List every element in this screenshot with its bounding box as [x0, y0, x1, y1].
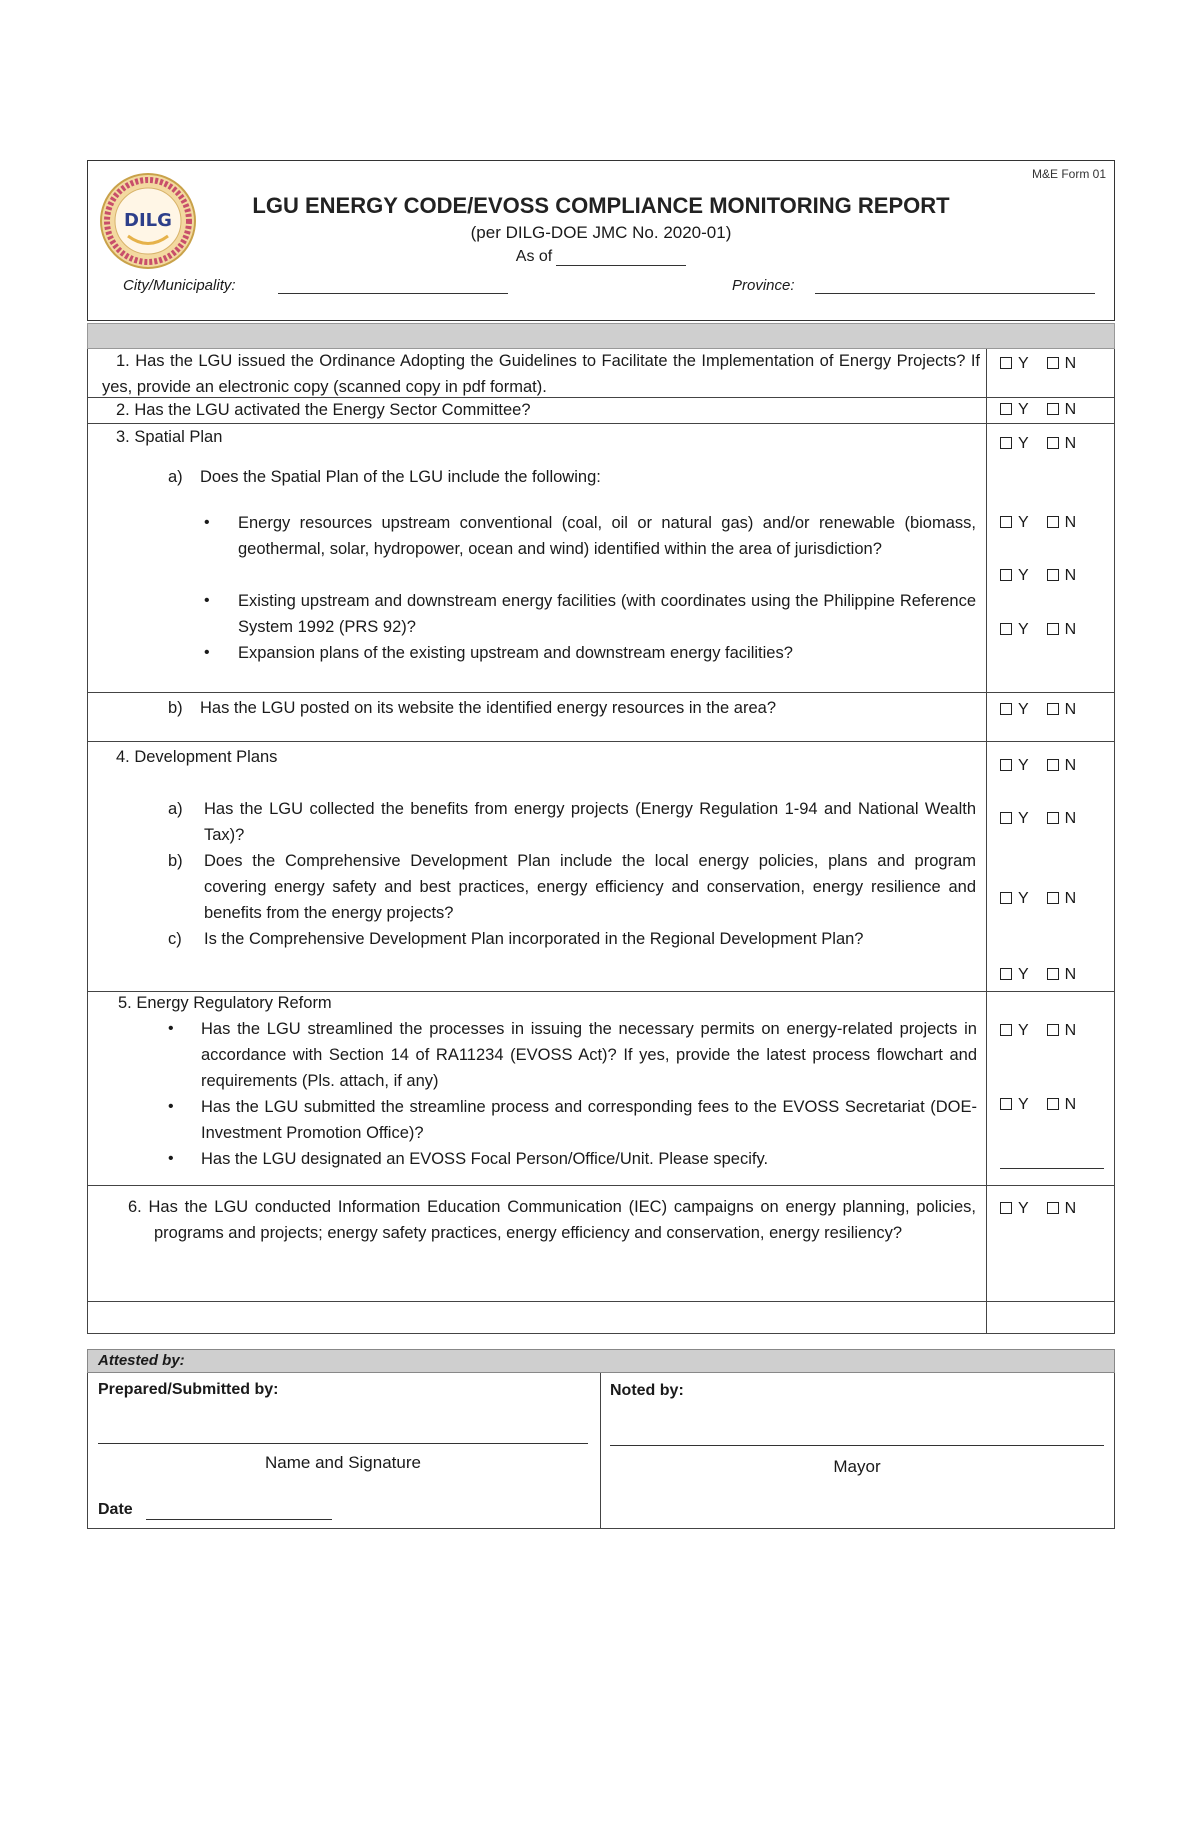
q3b1-yes-checkbox[interactable]	[1000, 516, 1012, 528]
q3b-no-checkbox[interactable]	[1047, 703, 1059, 715]
q3b-yes-checkbox[interactable]	[1000, 703, 1012, 715]
q4a-yes-checkbox[interactable]	[1000, 812, 1012, 824]
q3b2-no-checkbox[interactable]	[1047, 569, 1059, 581]
q5b2-yes-checkbox[interactable]	[1000, 1098, 1012, 1110]
q4a-text: Has the LGU collected the benefits from energy projects (Energy Regulation 1-94 and National Wealth Tax)?	[204, 800, 976, 844]
q3-yes-no[interactable]: Y N	[1000, 435, 1076, 453]
question-1-text: 1. Has the LGU issued the Ordinance Adopting the Guidelines to Facilitate the Implementation of Energy Projects? If yes, provide an electronic copy (scanned copy in pdf format).	[102, 352, 980, 396]
q4b-label: b)	[168, 852, 183, 870]
q4b-text: Does the Comprehensive Development Plan include the local energy policies, plans and program covering energy safety and best practices, energy efficiency and conservation, energy resilience and benefits from the energy projects?	[204, 852, 976, 922]
q3a-text: Does the Spatial Plan of the LGU include the following:	[200, 468, 601, 486]
question-6-row	[87, 1186, 1115, 1302]
bullet-icon: •	[168, 1150, 174, 1167]
q2-no-checkbox[interactable]	[1047, 403, 1059, 415]
bullet-icon: •	[204, 514, 210, 531]
question-5-row	[87, 992, 1115, 1186]
q4c-yes-no[interactable]: Y N	[1000, 966, 1076, 984]
q5b2-yes-no[interactable]: Y N	[1000, 1096, 1076, 1114]
city-label: City/Municipality:	[123, 277, 236, 294]
q4a-no-checkbox[interactable]	[1047, 812, 1059, 824]
q4b-yes-checkbox[interactable]	[1000, 892, 1012, 904]
q5-bullet-1: Has the LGU streamlined the processes in issuing the necessary permits on energy-related projects in accordance with Section 14 of RA11234 (EVOSS Act)? If yes, provide the latest process flowchart and requirements (Pls. attach, if any)	[201, 1020, 977, 1090]
bullet-icon: •	[168, 1020, 174, 1037]
q5-bullet-2: Has the LGU submitted the streamline process and corresponding fees to the EVOSS Secretariat (DOE-Investment Promotion Office)?	[201, 1098, 977, 1142]
q3b3-no-checkbox[interactable]	[1047, 623, 1059, 635]
q4a-yes-no[interactable]: Y N	[1000, 810, 1076, 828]
q3b-label: b)	[168, 699, 183, 717]
question-3b-row	[87, 693, 1115, 742]
q2-yes-no[interactable]: Y N	[1000, 401, 1076, 419]
q4c-text: Is the Comprehensive Development Plan incorporated in the Regional Development Plan?	[204, 930, 864, 948]
signature-section	[87, 1373, 1115, 1529]
name-signature-caption: Name and Signature	[265, 1453, 421, 1472]
q3-bullet1-yes-no[interactable]: Y N	[1000, 514, 1076, 532]
province-label: Province:	[732, 277, 795, 294]
date-label: Date	[98, 1501, 133, 1518]
q3b2-yes-checkbox[interactable]	[1000, 569, 1012, 581]
q4-yes-no[interactable]: Y N	[1000, 757, 1076, 775]
q3b3-yes-checkbox[interactable]	[1000, 623, 1012, 635]
q5b1-no-checkbox[interactable]	[1047, 1024, 1059, 1036]
q4-yes-checkbox[interactable]	[1000, 759, 1012, 771]
q4c-label: c)	[168, 930, 182, 948]
question-3-title: 3. Spatial Plan	[116, 428, 223, 446]
q4b-no-checkbox[interactable]	[1047, 892, 1059, 904]
q3a-label: a)	[168, 468, 183, 486]
q3-no-checkbox[interactable]	[1047, 437, 1059, 449]
province-field[interactable]	[815, 293, 1095, 294]
question-2-text: 2. Has the LGU activated the Energy Sector Committee?	[116, 401, 531, 419]
q4b-yes-no[interactable]: Y N	[1000, 890, 1076, 908]
q3b-text: Has the LGU posted on its website the identified energy resources in the area?	[200, 699, 777, 717]
report-subtitle: (per DILG-DOE JMC No. 2020-01)	[470, 223, 732, 242]
question-4-title: 4. Development Plans	[116, 748, 278, 766]
empty-row	[87, 1302, 1115, 1334]
question-2-row	[87, 398, 1115, 424]
city-field[interactable]	[278, 293, 508, 294]
q4c-yes-checkbox[interactable]	[1000, 968, 1012, 980]
form-header	[87, 160, 1115, 321]
q1-no-checkbox[interactable]	[1047, 357, 1059, 369]
q4-no-checkbox[interactable]	[1047, 759, 1059, 771]
q2-yes-checkbox[interactable]	[1000, 403, 1012, 415]
prepared-signature-line[interactable]	[98, 1443, 588, 1444]
question-3-row	[87, 424, 1115, 693]
q6-yes-checkbox[interactable]	[1000, 1202, 1012, 1214]
q5b1-yes-checkbox[interactable]	[1000, 1024, 1012, 1036]
bullet-icon: •	[168, 1098, 174, 1115]
question-6-text: 6. Has the LGU conducted Information Education Communication (IEC) campaigns on energy planning, policies, programs and projects; energy safety practices, energy efficiency and conservation, energy resiliency?	[128, 1198, 976, 1242]
q3-bullet2-yes-no[interactable]: Y N	[1000, 567, 1076, 585]
bullet-icon: •	[204, 592, 210, 609]
q1-yes-checkbox[interactable]	[1000, 357, 1012, 369]
q4c-no-checkbox[interactable]	[1047, 968, 1059, 980]
q3-bullet-3: Expansion plans of the existing upstream and downstream energy facilities?	[238, 644, 793, 662]
noted-by-label: Noted by:	[610, 1382, 684, 1399]
question-4-row	[87, 742, 1115, 992]
q3-yes-checkbox[interactable]	[1000, 437, 1012, 449]
date-field[interactable]	[146, 1519, 332, 1520]
as-of-label: As of	[515, 248, 553, 265]
q5-bullet-3: Has the LGU designated an EVOSS Focal Person/Office/Unit. Please specify.	[201, 1150, 769, 1168]
q5b2-no-checkbox[interactable]	[1047, 1098, 1059, 1110]
q3-bullet3-yes-no[interactable]: Y N	[1000, 621, 1076, 639]
as-of-field[interactable]	[88, 248, 1114, 266]
header-separator-bar	[87, 323, 1115, 349]
q3b-yes-no[interactable]: Y N	[1000, 701, 1076, 719]
compliance-form	[87, 160, 1115, 1529]
q3-bullet-2: Existing upstream and downstream energy facilities (with coordinates using the Philippine Reference System 1992 (PRS 92)?	[238, 592, 976, 636]
attested-by-bar: Attested by:	[87, 1349, 1115, 1373]
q3-bullet-1: Energy resources upstream conventional (coal, oil or natural gas) and/or renewable (biomass, geothermal, solar, hydropower, ocean and wind) identified within the area of jurisdiction?	[238, 514, 976, 558]
q1-yes-no[interactable]: Y N	[1000, 355, 1076, 373]
bullet-icon: •	[204, 644, 210, 661]
seal-lettering: DILG	[124, 210, 172, 231]
form-code: M&E Form 01	[1031, 167, 1106, 181]
mayor-caption: Mayor	[833, 1457, 881, 1476]
question-1-row	[87, 349, 1115, 398]
q6-no-checkbox[interactable]	[1047, 1202, 1059, 1214]
q5b1-yes-no[interactable]: Y N	[1000, 1022, 1076, 1040]
report-title: LGU ENERGY CODE/EVOSS COMPLIANCE MONITORING REPORT	[252, 193, 950, 218]
as-of-line[interactable]	[556, 252, 686, 266]
question-5-title: 5. Energy Regulatory Reform	[118, 994, 332, 1012]
q5-focal-person-field[interactable]	[1000, 1168, 1104, 1169]
prepared-by-label: Prepared/Submitted by:	[98, 1381, 279, 1398]
noted-signature-line[interactable]	[610, 1445, 1104, 1446]
q3b1-no-checkbox[interactable]	[1047, 516, 1059, 528]
q4a-label: a)	[168, 800, 183, 818]
q6-yes-no[interactable]: Y N	[1000, 1200, 1076, 1218]
